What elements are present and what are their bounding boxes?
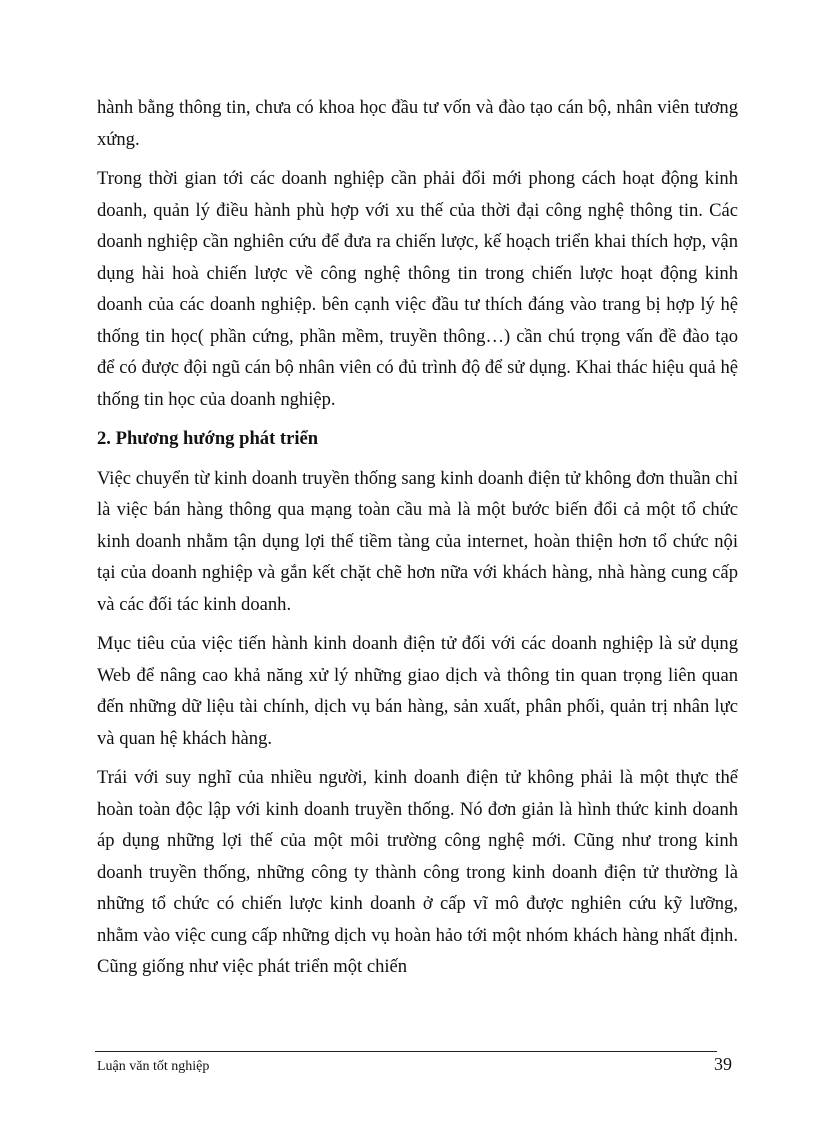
body-paragraph: Mục tiêu của việc tiến hành kinh doanh điện tử đối với các doanh nghiệp là sử dụng Web để nâng cao khả năng xử lý những giao dịch và thông tin quan trọng liên quan đến những dữ liệu tài chính, dịch vụ bán hàng, sản xuất, phân phối, quản trị nhân lực và quan hệ khách hàng. xyxy=(97,633,738,749)
footer-divider xyxy=(95,1051,717,1052)
footer-title: Luận văn tốt nghiệp xyxy=(97,1059,210,1074)
section-heading: 2. Phương hướng phát triển xyxy=(97,428,319,449)
body-paragraph: hành bằng thông tin, chưa có khoa học đầu tư vốn và đào tạo cán bộ, nhân viên tương xứng. xyxy=(97,97,738,150)
page-content xyxy=(97,92,738,991)
body-paragraph: Trái với suy nghĩ của nhiều người, kinh doanh điện tử không phải là một thực thể hoàn toàn độc lập với kinh doanh truyền thống. Nó đơn giản là hình thức kinh doanh áp dụng những lợi thế của một môi trường công nghệ mới. Cũng như trong kinh doanh truyền thống, những công ty thành công trong kinh doanh điện tử thường là những tổ chức có chiến lược kinh doanh ở cấp vĩ mô được nghiên cứu kỹ lưỡng, nhằm vào việc cung cấp những dịch vụ hoàn hảo tới một nhóm khách hàng nhất định. Cũng giống như việc phát triển một chiến xyxy=(97,767,738,977)
body-paragraph: Trong thời gian tới các doanh nghiệp cần phải đổi mới phong cách hoạt động kinh doanh, quản lý điều hành phù hợp với xu thế của thời đại công nghệ thông tin. Các doanh nghiệp cần nghiên cứu để đưa ra chiến lược, kế hoạch triển khai thích hợp, vận dụng hài hoà chiến lược về công nghệ thông tin trong chiến lược hoạt động kinh doanh của các doanh nghiệp. bên cạnh việc đầu tư thích đáng vào trang bị hợp lý hệ thống tin học( phần cứng, phần mềm, truyền thông…) cần chú trọng vấn đề đào tạo để có được đội ngũ cán bộ nhân viên có đủ trình độ để sử dụng. Khai thác hiệu quả hệ thống tin học của doanh nghiệp. xyxy=(97,168,738,410)
body-paragraph: Việc chuyển từ kinh doanh truyền thống sang kinh doanh điện tử không đơn thuần chỉ là việc bán hàng thông qua mạng toàn cầu mà là một bước biến đổi cả một tổ chức kinh doanh nhằm tận dụng lợi thế tiềm tàng của internet, hoàn thiện hơn tổ chức nội tại của doanh nghiệp và gắn kết chặt chẽ hơn nữa với khách hàng, nhà hàng cung cấp và các đối tác kinh doanh. xyxy=(97,467,738,615)
page-number: 39 xyxy=(714,1054,732,1074)
